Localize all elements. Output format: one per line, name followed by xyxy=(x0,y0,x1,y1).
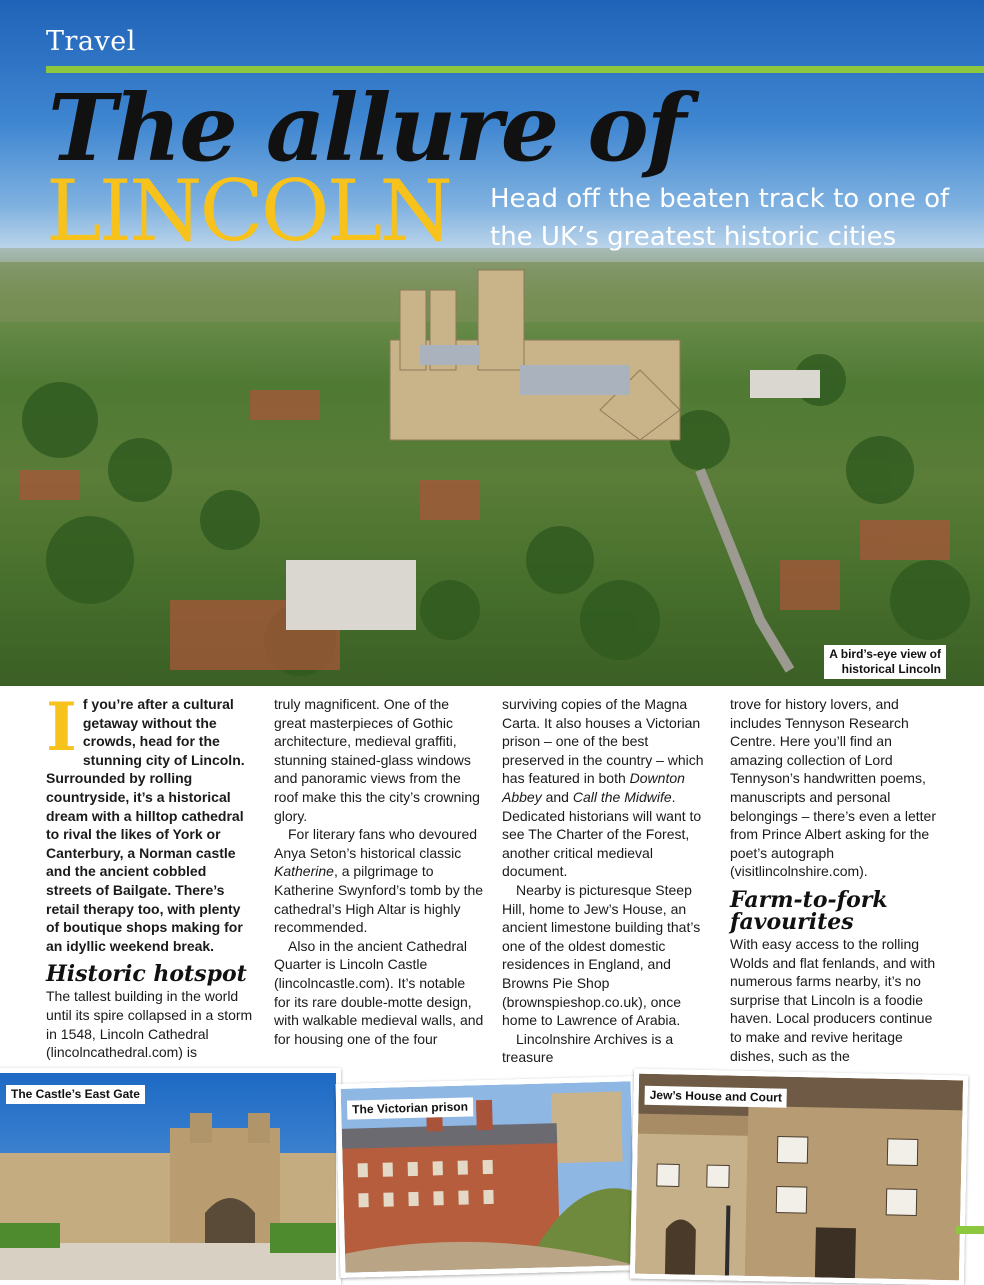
paragraph-1b: truly magnificent. One of the great masterpieces of Gothic architecture, medieval graffiti, stunning stained-glass windows and panoramic views from the roof make this the city’s crowning glory. xyxy=(274,696,480,824)
hero-caption xyxy=(824,645,946,679)
show-title-midwife: Call the Midwife xyxy=(572,788,672,805)
paragraph-2 xyxy=(274,825,484,937)
drop-cap: I xyxy=(46,688,77,766)
section-label: Travel xyxy=(46,26,136,57)
photo-castle-east-gate xyxy=(0,1068,341,1285)
photo-victorian-prison xyxy=(336,1076,641,1278)
paragraph-3b-text-end: . Dedicated historians will want to see The Charter of the Forest, another critical medieval document. xyxy=(502,788,702,880)
paragraph-3b-and: and xyxy=(541,788,573,805)
paragraph-2-text-end: , a pilgrimage to Katherine Swynford’s tomb by the cathedral’s High Altar is highly recommended. xyxy=(274,863,484,936)
subhead-farm-to-fork: Farm-to-fork favourites xyxy=(730,886,888,935)
paragraph-4: Nearby is picturesque Steep Hill, home to Jew’s House, an ancient limestone building that’s one of the oldest domestic residences in England, and Browns Pie Shop (brownspieshop.co.uk), once home to Lawrence of Arabia. xyxy=(502,881,701,1029)
headline-line-2: LINCOLN xyxy=(46,162,450,260)
paragraph-3a: Also in the ancient Cathedral Quarter is Lincoln Castle (lincolncastle.com). It’s notable for its rare double-motte design, with walkable medieval walls, and for housing one of the four xyxy=(274,937,484,1047)
caption-castle: The Castle’s East Gate xyxy=(6,1085,145,1104)
section-tab-marker xyxy=(956,1226,984,1234)
headline-line-1: The allure of xyxy=(48,74,685,182)
paragraph-1a: The tallest building in the world until its spire collapsed in a storm in 1548, Lincoln Cathedral (lincolncathedral.com) is xyxy=(46,988,253,1061)
text-column-4 xyxy=(730,695,942,1065)
intro-text: f you’re after a cultural getaway without the crowds, head for the stunning city of Lincoln. Surrounded by rolling countryside, it’s a historical dream with a hilltop cathedral to rival the likes of York or Canterbury, a Norman castle and the ancient cobbled streets of Bailgate. There’s retail therapy too, with plenty of boutique shops making for an idyllic weekend break. xyxy=(46,696,245,954)
paragraph-3b-text: surviving copies of the Magna Carta. It also houses a Victorian prison – one of the best preserved in the country – which has featured in both xyxy=(502,696,704,787)
caption-jews-house: Jew’s House and Court xyxy=(644,1086,787,1108)
paragraph-6: With easy access to the rolling Wolds and flat fenlands, and with numerous farms nearby, it’s no surprise that Lincoln is a foodie haven. Local producers continue to make and revive heritage dishes, such as the xyxy=(730,935,936,1064)
photo-jews-house xyxy=(630,1069,968,1285)
hero-caption-line-2: historical Lincoln xyxy=(841,662,941,676)
castle-illustration xyxy=(0,1073,336,1280)
text-column-1 xyxy=(46,688,254,1062)
paragraph-5b: trove for history lovers, and includes Tennyson Research Centre. Here you’ll find an amazing collection of Lord Tennyson’s handwritten poems, manuscripts and personal belongings – there’s even a letter from Prince Albert asking for the poet’s autograph (visitlincolnshire.com). xyxy=(730,696,936,880)
paragraph-2-text: For literary fans who devoured Anya Seton’s historical classic xyxy=(274,826,478,861)
text-column-2 xyxy=(274,695,484,1048)
paragraph-5a: Lincolnshire Archives is a treasure xyxy=(502,1030,674,1066)
section-rule xyxy=(46,66,984,73)
show-title-downton: Downton Abbey xyxy=(502,770,685,805)
paragraph-3b xyxy=(502,695,712,881)
standfirst: Head off the beaten track to one of the UK’s greatest historic cities xyxy=(490,184,950,252)
text-column-3 xyxy=(502,695,712,1067)
caption-prison: The Victorian prison xyxy=(347,1097,473,1119)
subhead-historic-hotspot: Historic hotspot xyxy=(46,961,247,988)
intro-paragraph xyxy=(46,688,254,955)
hero-caption-line-1: A bird’s-eye view of xyxy=(829,647,941,661)
book-title-katherine: Katherine xyxy=(274,863,334,880)
